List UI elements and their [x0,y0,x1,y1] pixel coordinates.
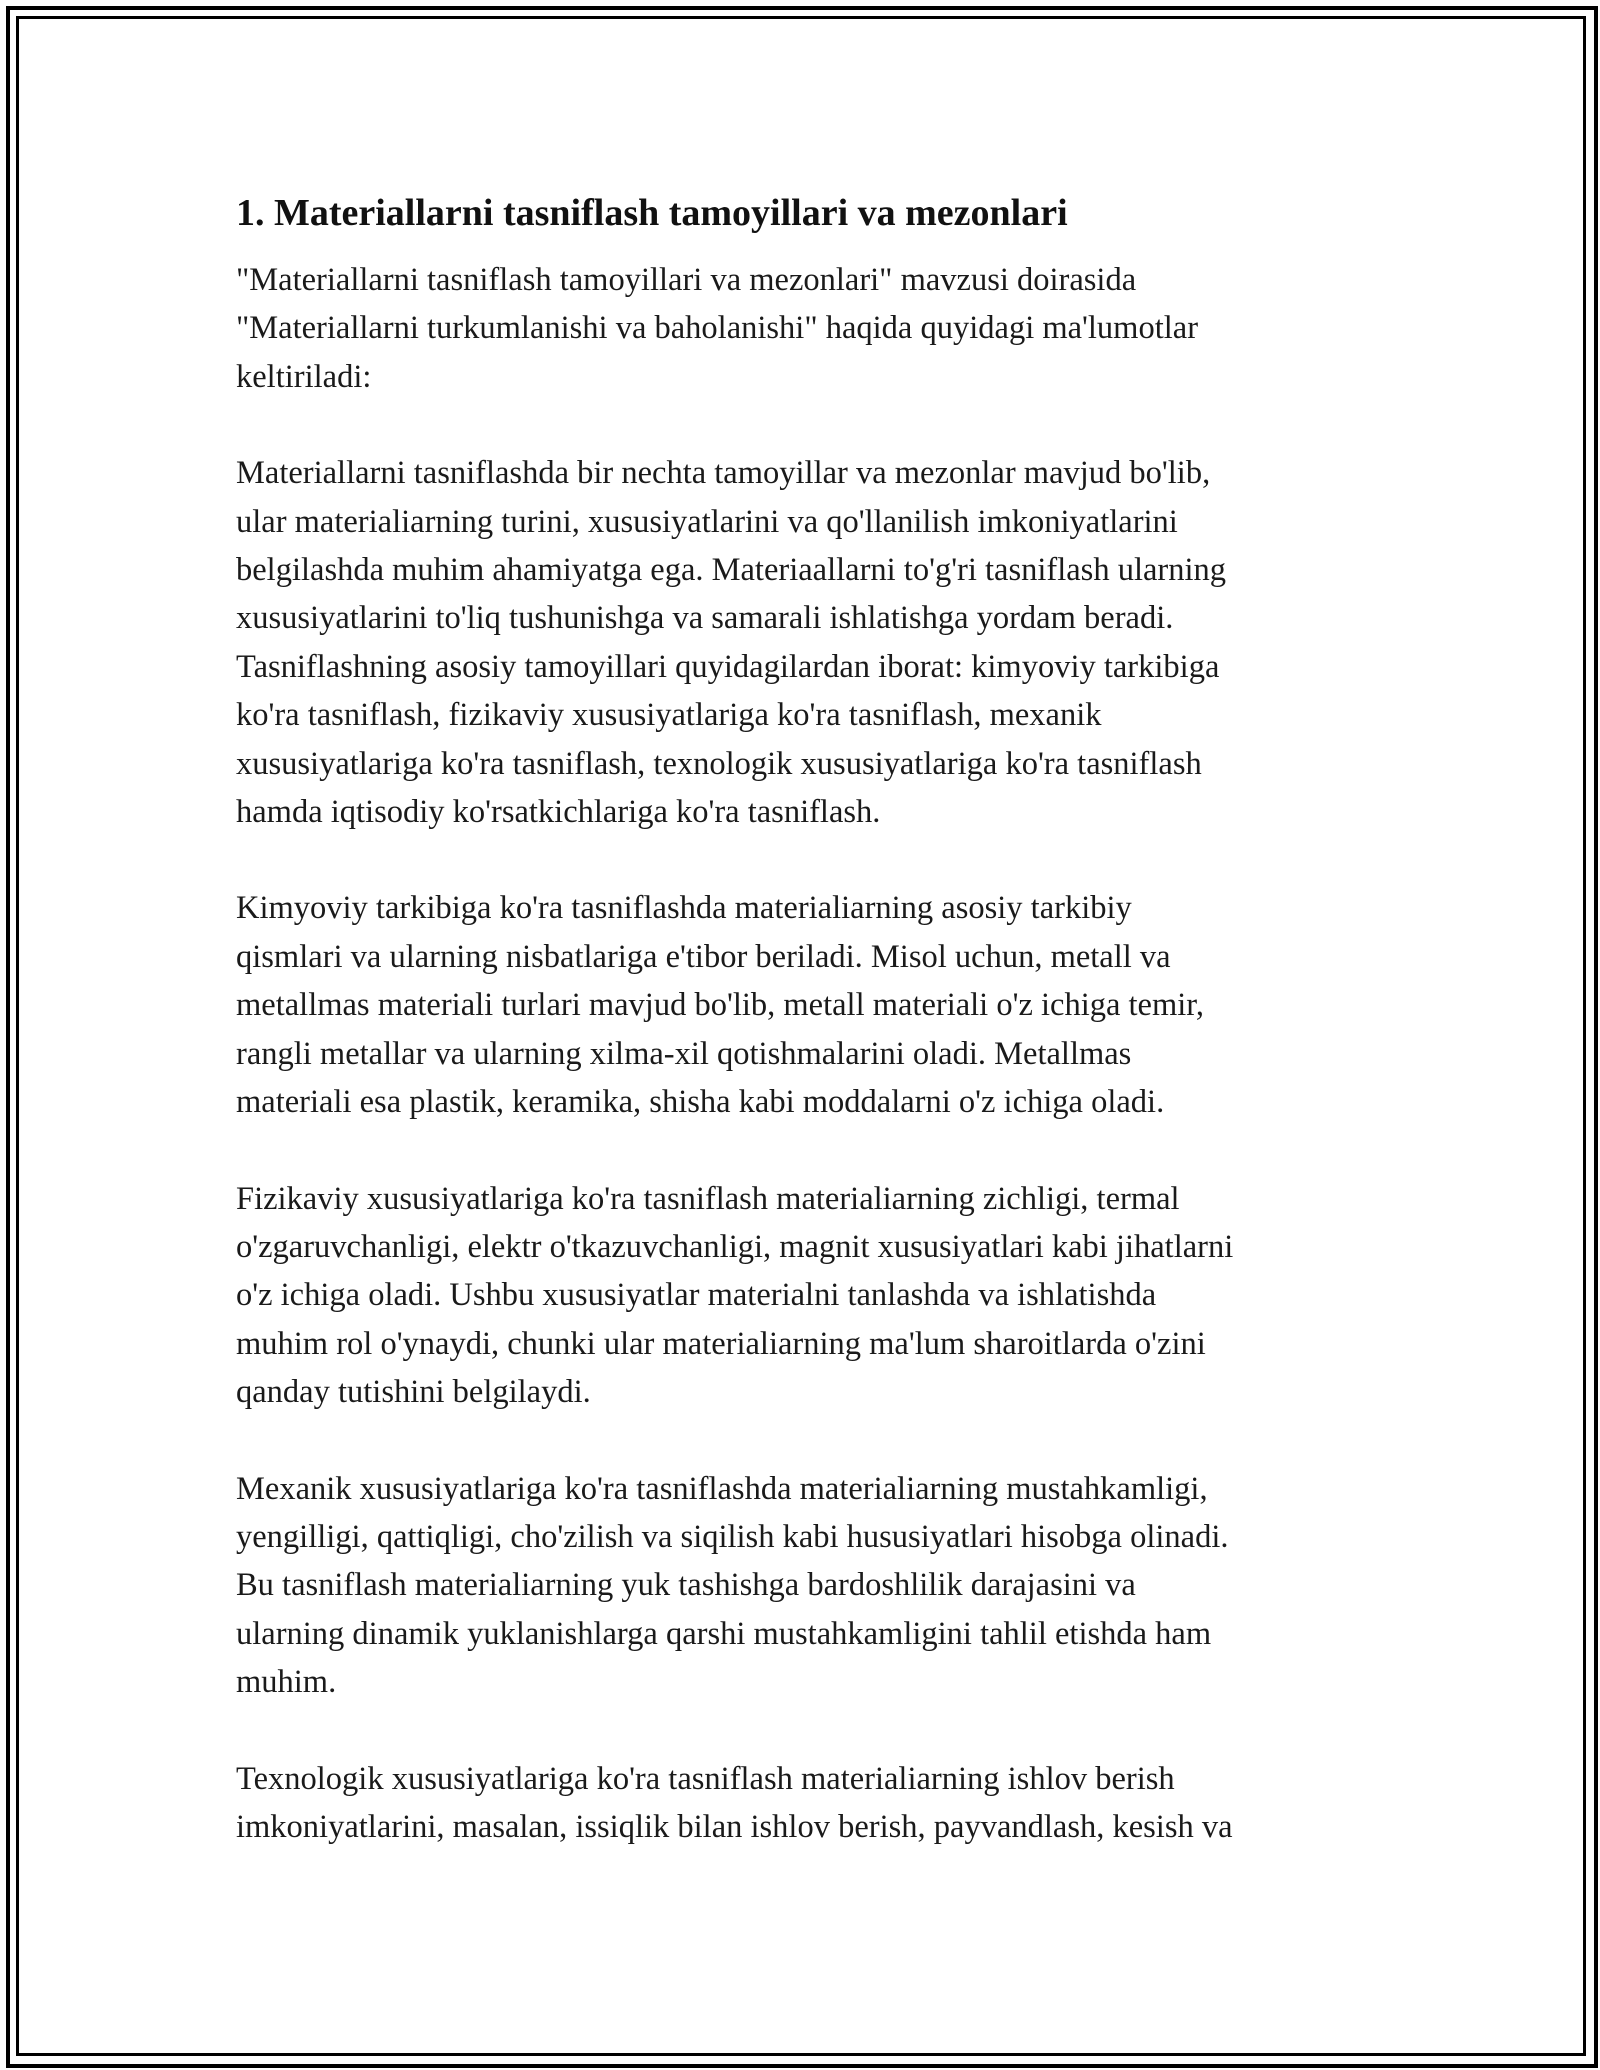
paragraph-technological: Texnologik xususiyatlariga ko'ra tasniflash materialiarning ishlov berish imkoniyatlarini, masalan, issiqlik bilan ishlov berish, payvandlash, kesish va [236,1760,1233,1845]
paragraph-principles: Materiallarni tasniflashda bir nechta tamoyillar va mezonlar mavjud bo'lib, ular materialiarning turini, xususiyatlarini va qo'llanilish imkoniyatlarini belgilashda muhim ahamiyatga ega. Materiaallarni to'g'ri tasniflash ularning xususiyatlarini to'liq tushunishga va samarali ishlatishga yordam beradi. Tasniflashning asosiy tamoyillari quyidagilardan iborat: kimyoviy tarkibiga ko'ra tasniflash, fizikaviy xususiyatlariga ko'ra tasniflash, mexanik xususiyatlariga ko'ra tasniflash, texnologik xususiyatlariga ko'ra tasniflash hamda iqtisodiy ko'rsatkichlariga ko'ra tasniflash. [236,455,1227,831]
paragraph-physical: Fizikaviy xususiyatlariga ko'ra tasniflash materialiarning zichligi, termal o'zgaruvchanligi, elektr o'tkazuvchanligi, magnit xususiyatlari kabi jihatlarni o'z ichiga oladi. Ushbu xususiyatlar materialni tanlashda va ishlatishda muhim rol o'ynaydi, chunki ular materialiarning ma'lum sharoitlarda o'zini qanday tutishini belgilaydi. [236,1180,1234,1411]
paragraph-intro: "Materiallarni tasniflash tamoyillari va mezonlari" mavzusi doirasida "Materiallarni turkumlanishi va baholanishi" haqida quyidagi ma'lumotlar keltiriladi: [236,262,1199,395]
paragraph-chemical: Kimyoviy tarkibiga ko'ra tasniflashda materialiarning asosiy tarkibiy qismlari va ularning nisbatlariga e'tibor beriladi. Misol uchun, metall va metallmas materiali turlari mavjud bo'lib, metall materiali o'z ichiga temir, rangli metallar va ularning xilma-xil qotishmalarini oladi. Metallmas materiali esa plastik, keramika, shisha kabi moddalarni o'z ichiga oladi. [236,890,1204,1121]
paragraph-mechanical: Mexanik xususiyatlariga ko'ra tasniflashda materialiarning mustahkamligi, yengilligi, qattiqligi, cho'zilish va siqilish kabi hususiyatlari hisobga olinadi. Bu tasniflash materialiarning yuk tashishga bardoshlilik darajasini va ularning dinamik yuklanishlarga qarshi mustahkamligini tahlil etishda ham muhim. [236,1470,1229,1701]
document-body [236,188,1366,1899]
page-title: 1. Materiallarni tasniflash tamoyillari va mezonlari [236,192,1068,234]
